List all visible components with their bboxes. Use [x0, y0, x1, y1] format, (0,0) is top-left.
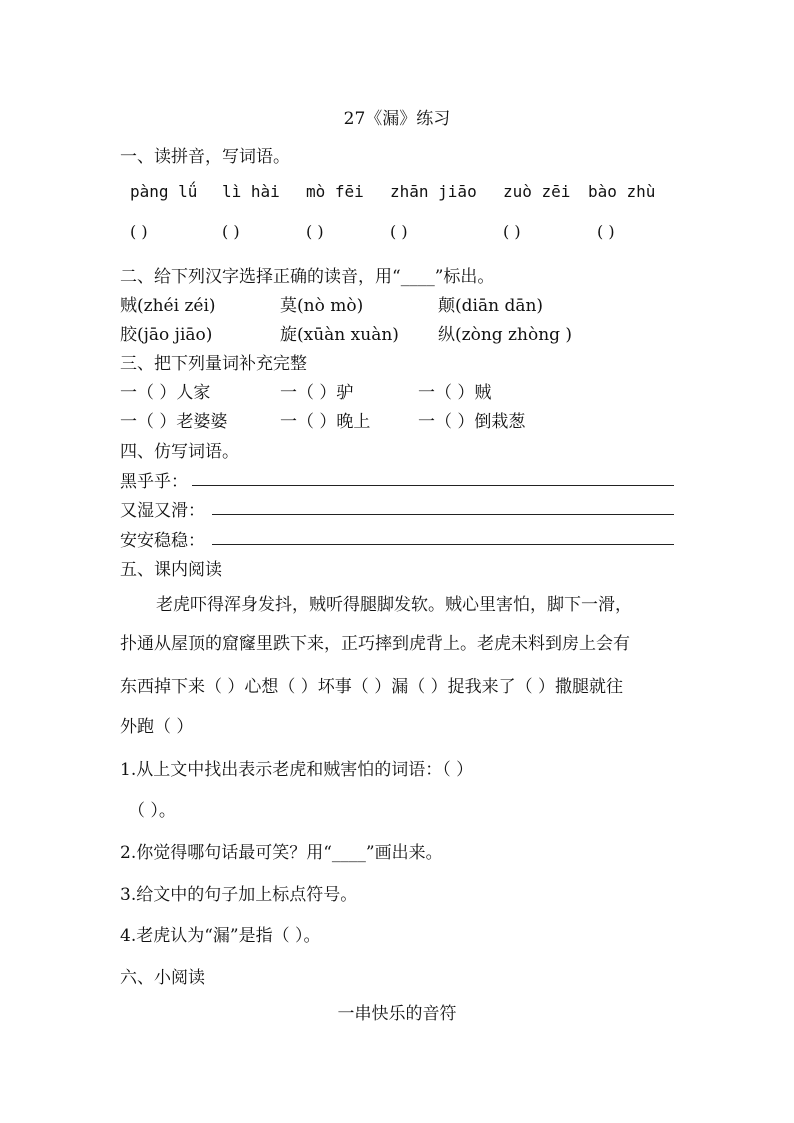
reading-choice[interactable]: 纵(zòng zhòng ): [438, 325, 573, 345]
pinyin-item: mò fēi: [306, 182, 364, 201]
section-1-heading: 一、读拼音，写词语。: [120, 147, 290, 167]
passage-line: 东西掉下来（ ）心想（ ）坏事（ ）漏（ ）捉我来了（ ）撒腿就往: [120, 677, 624, 697]
answer-bracket[interactable]: ( ): [222, 222, 240, 241]
measure-word-item[interactable]: 一（ ）人家: [120, 383, 211, 403]
section-6-heading: 六、小阅读: [120, 968, 205, 988]
pinyin-item: lì hài: [222, 182, 280, 201]
answer-bracket[interactable]: ( ): [306, 222, 324, 241]
question-2: 2.你觉得哪句话最可笑？用“____”画出来。: [120, 843, 443, 863]
measure-word-item[interactable]: 一（ ）倒栽葱: [418, 412, 526, 432]
imitation-label: 安安稳稳：: [120, 531, 205, 551]
question-1-answer[interactable]: （ ）。: [128, 801, 176, 821]
passage-line: 扑通从屋顶的窟窿里跌下来，正巧摔到虎背上。老虎未料到房上会有: [120, 634, 630, 654]
answer-bracket[interactable]: ( ): [130, 222, 148, 241]
imitation-label: 黑乎乎：: [120, 472, 188, 492]
answer-bracket[interactable]: ( ): [390, 222, 408, 241]
section-3-heading: 三、把下列量词补充完整: [120, 354, 307, 374]
measure-word-item[interactable]: 一（ ）老婆婆: [120, 412, 228, 432]
page-title: 27《漏》练习: [343, 109, 451, 129]
question-4: 4.老虎认为“漏”是指（ ）。: [120, 926, 321, 946]
question-1: 1.从上文中找出表示老虎和贼害怕的词语：（ ）: [120, 760, 474, 780]
pinyin-item: zuò zēi: [503, 182, 571, 201]
answer-line[interactable]: [212, 544, 674, 545]
section-5-heading: 五、课内阅读: [120, 560, 222, 580]
measure-word-item[interactable]: 一（ ）贼: [418, 383, 492, 403]
answer-bracket[interactable]: ( ): [597, 222, 615, 241]
section-4-heading: 四、仿写词语。: [120, 442, 239, 462]
reading-choice[interactable]: 胶(jāo jiāo): [120, 325, 213, 345]
imitation-label: 又湿又滑：: [120, 501, 205, 521]
passage-line: 外跑（ ）: [120, 717, 194, 737]
pinyin-item: bào zhù: [588, 182, 656, 201]
measure-word-item[interactable]: 一（ ）驴: [280, 383, 354, 403]
answer-bracket[interactable]: ( ): [503, 222, 521, 241]
story-title: 一串快乐的音符: [337, 1004, 457, 1024]
reading-choice[interactable]: 莫(nò mò): [280, 296, 364, 316]
reading-choice[interactable]: 旋(xūàn xuàn): [280, 325, 399, 345]
question-3: 3.给文中的句子加上标点符号。: [120, 885, 358, 905]
reading-choice[interactable]: 贼(zhéi zéi): [120, 296, 216, 316]
reading-choice[interactable]: 颠(diān dān): [438, 296, 544, 316]
passage-line: 老虎吓得浑身发抖，贼听得腿脚发软。贼心里害怕，脚下一滑，: [156, 595, 632, 615]
section-2-heading: 二、给下列汉字选择正确的读音，用“____”标出。: [120, 267, 495, 287]
pinyin-item: pàng lǘ: [130, 182, 198, 201]
answer-line[interactable]: [212, 514, 674, 515]
pinyin-item: zhān jiāo: [390, 182, 477, 201]
answer-line[interactable]: [192, 485, 674, 486]
measure-word-item[interactable]: 一（ ）晚上: [280, 412, 371, 432]
